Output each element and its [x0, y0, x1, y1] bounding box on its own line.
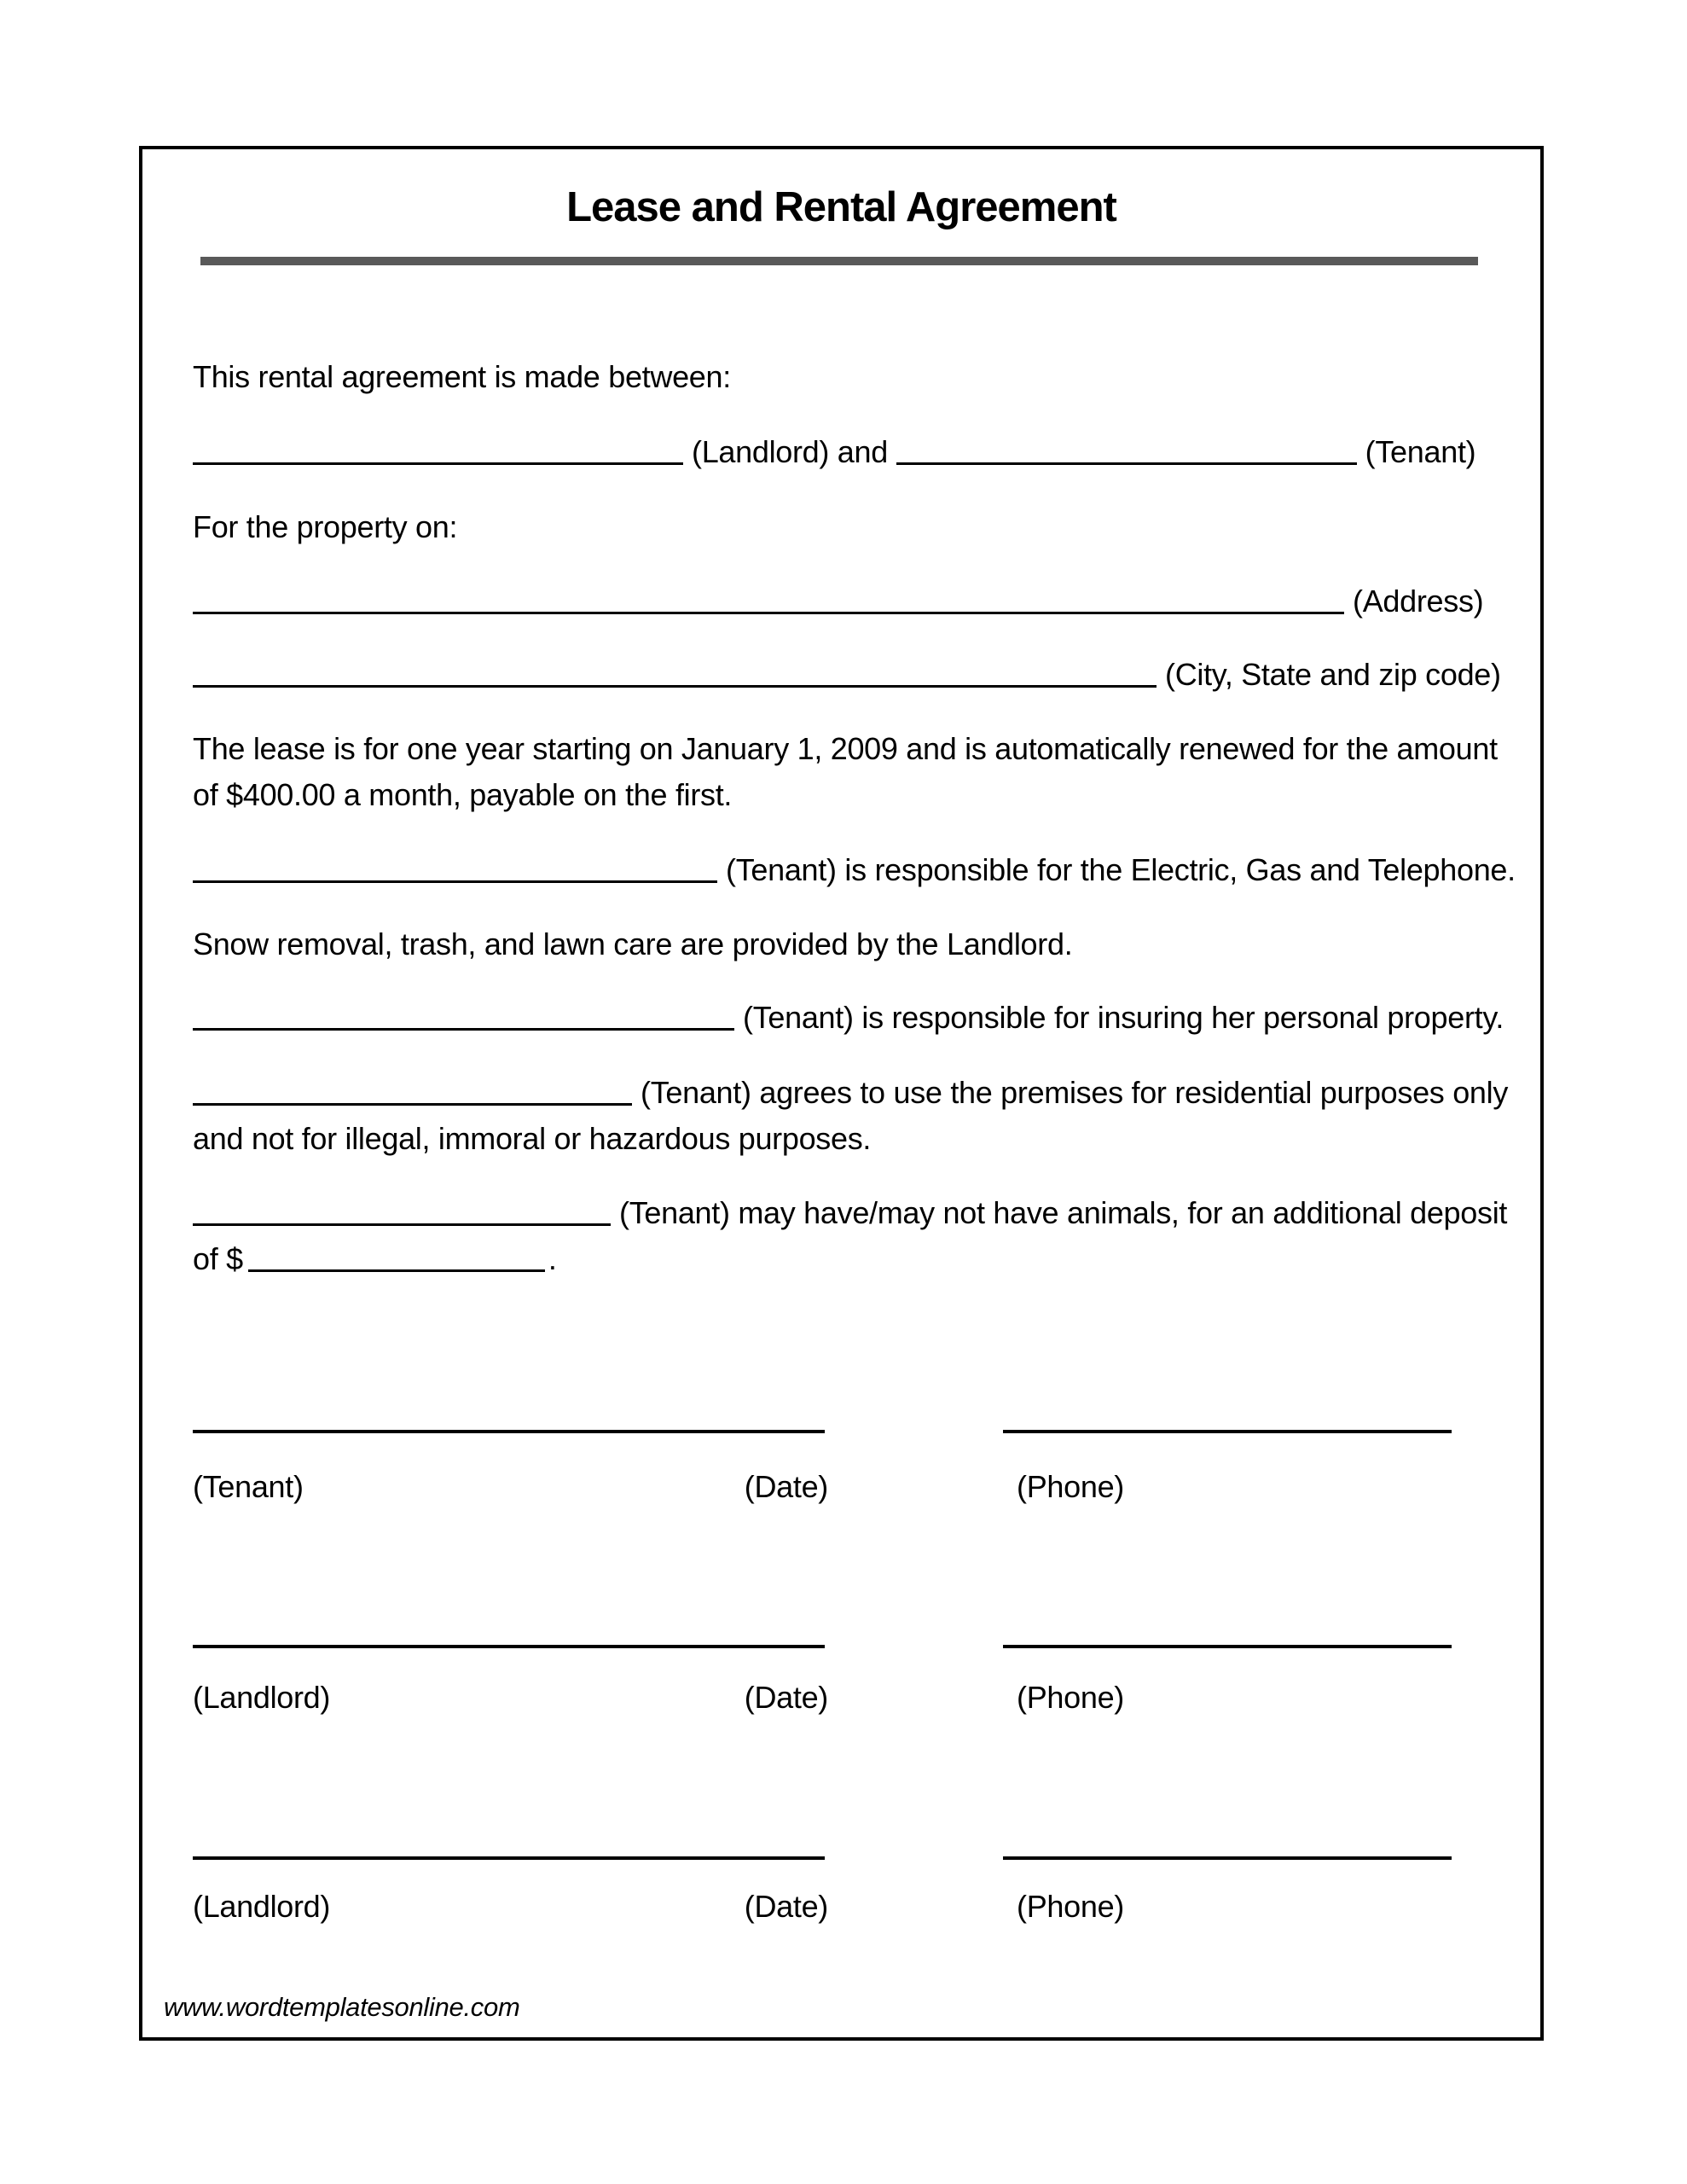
- signature-phone-label: (Phone): [1017, 1469, 1124, 1504]
- parties-line: [193, 434, 1475, 477]
- signature-party-label: (Landlord): [193, 1680, 331, 1715]
- animals-tenant-blank: [193, 1201, 611, 1226]
- lease-term-line2: of $400.00 a month, payable on the first.: [193, 777, 733, 812]
- landlord2-signature-line: [193, 1856, 825, 1860]
- tenant-phone-line: [1003, 1430, 1452, 1433]
- residential-line1: [193, 1075, 1508, 1118]
- signature-phone-label: (Phone): [1017, 1889, 1124, 1924]
- residential-line2: and not for illegal, immoral or hazardous purposes.: [193, 1121, 872, 1156]
- signature-date-label: (Date): [744, 1469, 828, 1504]
- animals-clause-line1: (Tenant) may have/may not have animals, for an additional deposit: [619, 1195, 1508, 1230]
- residential-tenant-blank: [193, 1081, 632, 1106]
- document-title: Lease and Rental Agreement: [566, 184, 1116, 230]
- landlord1-phone-line: [1003, 1645, 1452, 1648]
- lease-term-line1: The lease is for one year starting on January 1, 2009 and is automatically renewed for the amount: [193, 731, 1498, 766]
- signature-phone-label: (Phone): [1017, 1680, 1124, 1715]
- deposit-prefix: of $: [193, 1241, 243, 1276]
- landlord1-signature-line: [193, 1645, 825, 1648]
- city-state-zip-label: (City, State and zip code): [1165, 657, 1501, 692]
- utilities-line: [193, 852, 1516, 895]
- city-state-zip-blank: [193, 663, 1157, 688]
- landlord1-signature-labels: [193, 1680, 828, 1716]
- tenant-label: (Tenant): [1365, 434, 1476, 469]
- services-clause: Snow removal, trash, and lawn care are provided by the Landlord.: [193, 926, 1073, 961]
- animals-line2: [193, 1241, 557, 1284]
- insurance-tenant-blank: [193, 1006, 734, 1031]
- insurance-line: [193, 1000, 1504, 1043]
- deposit-amount-blank: [248, 1247, 545, 1272]
- landlord-name-blank: [193, 440, 683, 465]
- animals-line1: [193, 1195, 1507, 1238]
- signature-party-label: (Tenant): [193, 1469, 304, 1504]
- tenant-signature-line: [193, 1430, 825, 1433]
- signature-date-label: (Date): [744, 1680, 828, 1715]
- property-heading: For the property on:: [193, 509, 458, 544]
- residential-clause-line1: (Tenant) agrees to use the premises for residential purposes only: [641, 1075, 1509, 1110]
- address-line: [193, 584, 1483, 626]
- title-rule: [200, 257, 1478, 265]
- landlord2-phone-line: [1003, 1856, 1452, 1860]
- utilities-tenant-blank: [193, 858, 717, 883]
- address-label: (Address): [1353, 584, 1484, 619]
- deposit-suffix: .: [548, 1241, 557, 1276]
- insurance-clause: (Tenant) is responsible for insuring her personal property.: [743, 1000, 1504, 1035]
- tenant-name-blank: [896, 440, 1357, 465]
- page-border: [139, 146, 1544, 2041]
- landlord2-signature-labels: [193, 1889, 828, 1925]
- city-state-zip-line: [193, 657, 1501, 700]
- address-blank: [193, 590, 1344, 614]
- footer-url: www.wordtemplatesonline.com: [164, 1992, 520, 2022]
- signature-party-label: (Landlord): [193, 1889, 331, 1924]
- landlord-label: (Landlord) and: [692, 434, 888, 469]
- tenant-signature-labels: [193, 1469, 828, 1505]
- utilities-clause: (Tenant) is responsible for the Electric, Gas and Telephone.: [726, 852, 1516, 887]
- intro-text: This rental agreement is made between:: [193, 359, 731, 394]
- signature-date-label: (Date): [744, 1889, 828, 1924]
